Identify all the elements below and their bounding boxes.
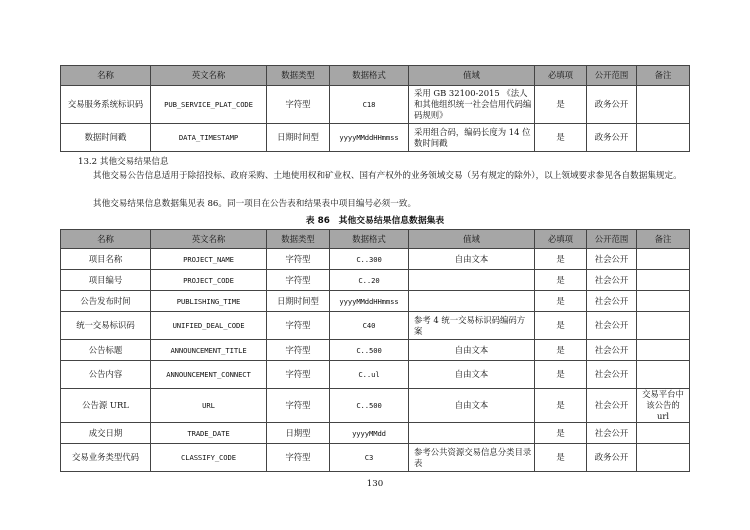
cell-english-name: UNIFIED_DEAL_CODE bbox=[151, 312, 267, 340]
cell-english-name: PUB_SERVICE_PLAT_CODE bbox=[151, 86, 267, 124]
cell-format: C..300 bbox=[330, 249, 409, 270]
header-cell: 英文名称 bbox=[151, 230, 267, 249]
cell-note bbox=[637, 124, 690, 152]
cell-type: 字符型 bbox=[267, 86, 330, 124]
header-cell: 名称 bbox=[61, 230, 151, 249]
cell-type: 字符型 bbox=[267, 312, 330, 340]
header-cell: 备注 bbox=[637, 66, 690, 86]
data-table-continued bbox=[60, 65, 690, 152]
header-cell: 必填项 bbox=[535, 230, 587, 249]
table-header-row bbox=[61, 66, 690, 86]
cell-domain: 自由文本 bbox=[409, 361, 535, 389]
cell-scope: 社会公开 bbox=[587, 270, 637, 291]
cell-note bbox=[637, 291, 690, 312]
cell-note bbox=[637, 444, 690, 472]
cell-note bbox=[637, 312, 690, 340]
header-cell: 公开范围 bbox=[587, 230, 637, 249]
body-paragraph: 其他交易公告信息适用于除招投标、政府采购、土地使用权和矿业权、国有产权外的业务领域交易（另有规定的除外），以上领域要求参见各自数据集规定。 bbox=[93, 171, 682, 181]
header-cell: 值域 bbox=[409, 230, 535, 249]
cell-scope: 政务公开 bbox=[587, 124, 637, 152]
cell-required: 是 bbox=[535, 312, 587, 340]
cell-domain bbox=[409, 291, 535, 312]
cell-english-name: PROJECT_NAME bbox=[151, 249, 267, 270]
cell-name: 交易业务类型代码 bbox=[61, 444, 151, 472]
cell-required: 是 bbox=[535, 423, 587, 444]
cell-type: 字符型 bbox=[267, 361, 330, 389]
cell-domain: 参考 4 统一交易标识码编码方案 bbox=[409, 312, 535, 340]
cell-english-name: TRADE_DATE bbox=[151, 423, 267, 444]
cell-required: 是 bbox=[535, 270, 587, 291]
cell-format: yyyyMMddHHmmss bbox=[330, 291, 409, 312]
cell-name: 公告源 URL bbox=[61, 389, 151, 423]
cell-format: C40 bbox=[330, 312, 409, 340]
cell-required: 是 bbox=[535, 389, 587, 423]
cell-format: C..ul bbox=[330, 361, 409, 389]
header-cell: 备注 bbox=[637, 230, 690, 249]
cell-name: 公告标题 bbox=[61, 340, 151, 361]
cell-domain: 自由文本 bbox=[409, 340, 535, 361]
cell-required: 是 bbox=[535, 86, 587, 124]
header-cell: 值域 bbox=[409, 66, 535, 86]
cell-name: 数据时间戳 bbox=[61, 124, 151, 152]
cell-note bbox=[637, 249, 690, 270]
cell-type: 字符型 bbox=[267, 444, 330, 472]
cell-scope: 社会公开 bbox=[587, 423, 637, 444]
cell-name: 公告内容 bbox=[61, 361, 151, 389]
cell-format: C3 bbox=[330, 444, 409, 472]
cell-type: 日期型 bbox=[267, 423, 330, 444]
cell-format: yyyyMMdd bbox=[330, 423, 409, 444]
cell-format: C..500 bbox=[330, 389, 409, 423]
table-row bbox=[61, 444, 690, 472]
cell-note bbox=[637, 361, 690, 389]
cell-domain: 参考公共资源交易信息分类目录表 bbox=[409, 444, 535, 472]
cell-note bbox=[637, 270, 690, 291]
table-header-row bbox=[61, 230, 690, 249]
cell-required: 是 bbox=[535, 361, 587, 389]
cell-english-name: DATA_TIMESTAMP bbox=[151, 124, 267, 152]
cell-domain bbox=[409, 423, 535, 444]
table-row bbox=[61, 389, 690, 423]
cell-domain: 自由文本 bbox=[409, 389, 535, 423]
body-paragraph: 其他交易结果信息数据集见表 86。同一项目在公告表和结果表中项目编号必须一致。 bbox=[93, 199, 417, 209]
cell-type: 日期时间型 bbox=[267, 124, 330, 152]
cell-format: C18 bbox=[330, 86, 409, 124]
table-row bbox=[61, 423, 690, 444]
header-cell: 必填项 bbox=[535, 66, 587, 86]
cell-scope: 社会公开 bbox=[587, 291, 637, 312]
cell-type: 字符型 bbox=[267, 389, 330, 423]
header-cell: 数据类型 bbox=[267, 66, 330, 86]
table-row bbox=[61, 270, 690, 291]
cell-scope: 政务公开 bbox=[587, 86, 637, 124]
cell-english-name: PROJECT_CODE bbox=[151, 270, 267, 291]
cell-format: C..500 bbox=[330, 340, 409, 361]
cell-format: C..20 bbox=[330, 270, 409, 291]
cell-type: 字符型 bbox=[267, 249, 330, 270]
cell-domain: 自由文本 bbox=[409, 249, 535, 270]
header-cell: 英文名称 bbox=[151, 66, 267, 86]
cell-english-name: ANNOUNCEMENT_CONNECT bbox=[151, 361, 267, 389]
header-cell: 公开范围 bbox=[587, 66, 637, 86]
cell-name: 交易服务系统标识码 bbox=[61, 86, 151, 124]
cell-name: 公告发布时间 bbox=[61, 291, 151, 312]
cell-name: 项目名称 bbox=[61, 249, 151, 270]
cell-scope: 社会公开 bbox=[587, 389, 637, 423]
table-row bbox=[61, 312, 690, 340]
cell-scope: 社会公开 bbox=[587, 340, 637, 361]
cell-required: 是 bbox=[535, 444, 587, 472]
cell-english-name: PUBLISHING_TIME bbox=[151, 291, 267, 312]
cell-name: 统一交易标识码 bbox=[61, 312, 151, 340]
cell-domain: 采用组合码，编码长度为 14 位数时间戳 bbox=[409, 124, 535, 152]
cell-note bbox=[637, 86, 690, 124]
cell-scope: 社会公开 bbox=[587, 249, 637, 270]
cell-type: 字符型 bbox=[267, 270, 330, 291]
cell-required: 是 bbox=[535, 249, 587, 270]
header-cell: 数据格式 bbox=[330, 66, 409, 86]
table-caption: 表 86 其他交易结果信息数据集表 bbox=[305, 216, 445, 226]
header-cell: 名称 bbox=[61, 66, 151, 86]
cell-type: 日期时间型 bbox=[267, 291, 330, 312]
page-number: 130 bbox=[366, 479, 384, 489]
cell-english-name: ANNOUNCEMENT_TITLE bbox=[151, 340, 267, 361]
cell-name: 成交日期 bbox=[61, 423, 151, 444]
cell-type: 字符型 bbox=[267, 340, 330, 361]
cell-note: 交易平台中该公告的 url bbox=[637, 389, 690, 423]
cell-required: 是 bbox=[535, 291, 587, 312]
section-heading: 13.2 其他交易结果信息 bbox=[78, 157, 169, 167]
cell-domain: 采用 GB 32100-2015 《法人和其他组织统一社会信用代码编码规则》 bbox=[409, 86, 535, 124]
cell-scope: 社会公开 bbox=[587, 361, 637, 389]
header-cell: 数据类型 bbox=[267, 230, 330, 249]
header-cell: 数据格式 bbox=[330, 230, 409, 249]
cell-format: yyyyMMddHHmmss bbox=[330, 124, 409, 152]
cell-required: 是 bbox=[535, 124, 587, 152]
table-row bbox=[61, 86, 690, 124]
table-row bbox=[61, 291, 690, 312]
cell-note bbox=[637, 423, 690, 444]
table-row bbox=[61, 249, 690, 270]
cell-domain bbox=[409, 270, 535, 291]
cell-scope: 社会公开 bbox=[587, 312, 637, 340]
cell-scope: 政务公开 bbox=[587, 444, 637, 472]
cell-english-name: URL bbox=[151, 389, 267, 423]
table-row bbox=[61, 361, 690, 389]
cell-english-name: CLASSIFY_CODE bbox=[151, 444, 267, 472]
table-row bbox=[61, 340, 690, 361]
cell-required: 是 bbox=[535, 340, 587, 361]
data-table-86 bbox=[60, 229, 690, 472]
cell-note bbox=[637, 340, 690, 361]
table-row bbox=[61, 124, 690, 152]
cell-name: 项目编号 bbox=[61, 270, 151, 291]
